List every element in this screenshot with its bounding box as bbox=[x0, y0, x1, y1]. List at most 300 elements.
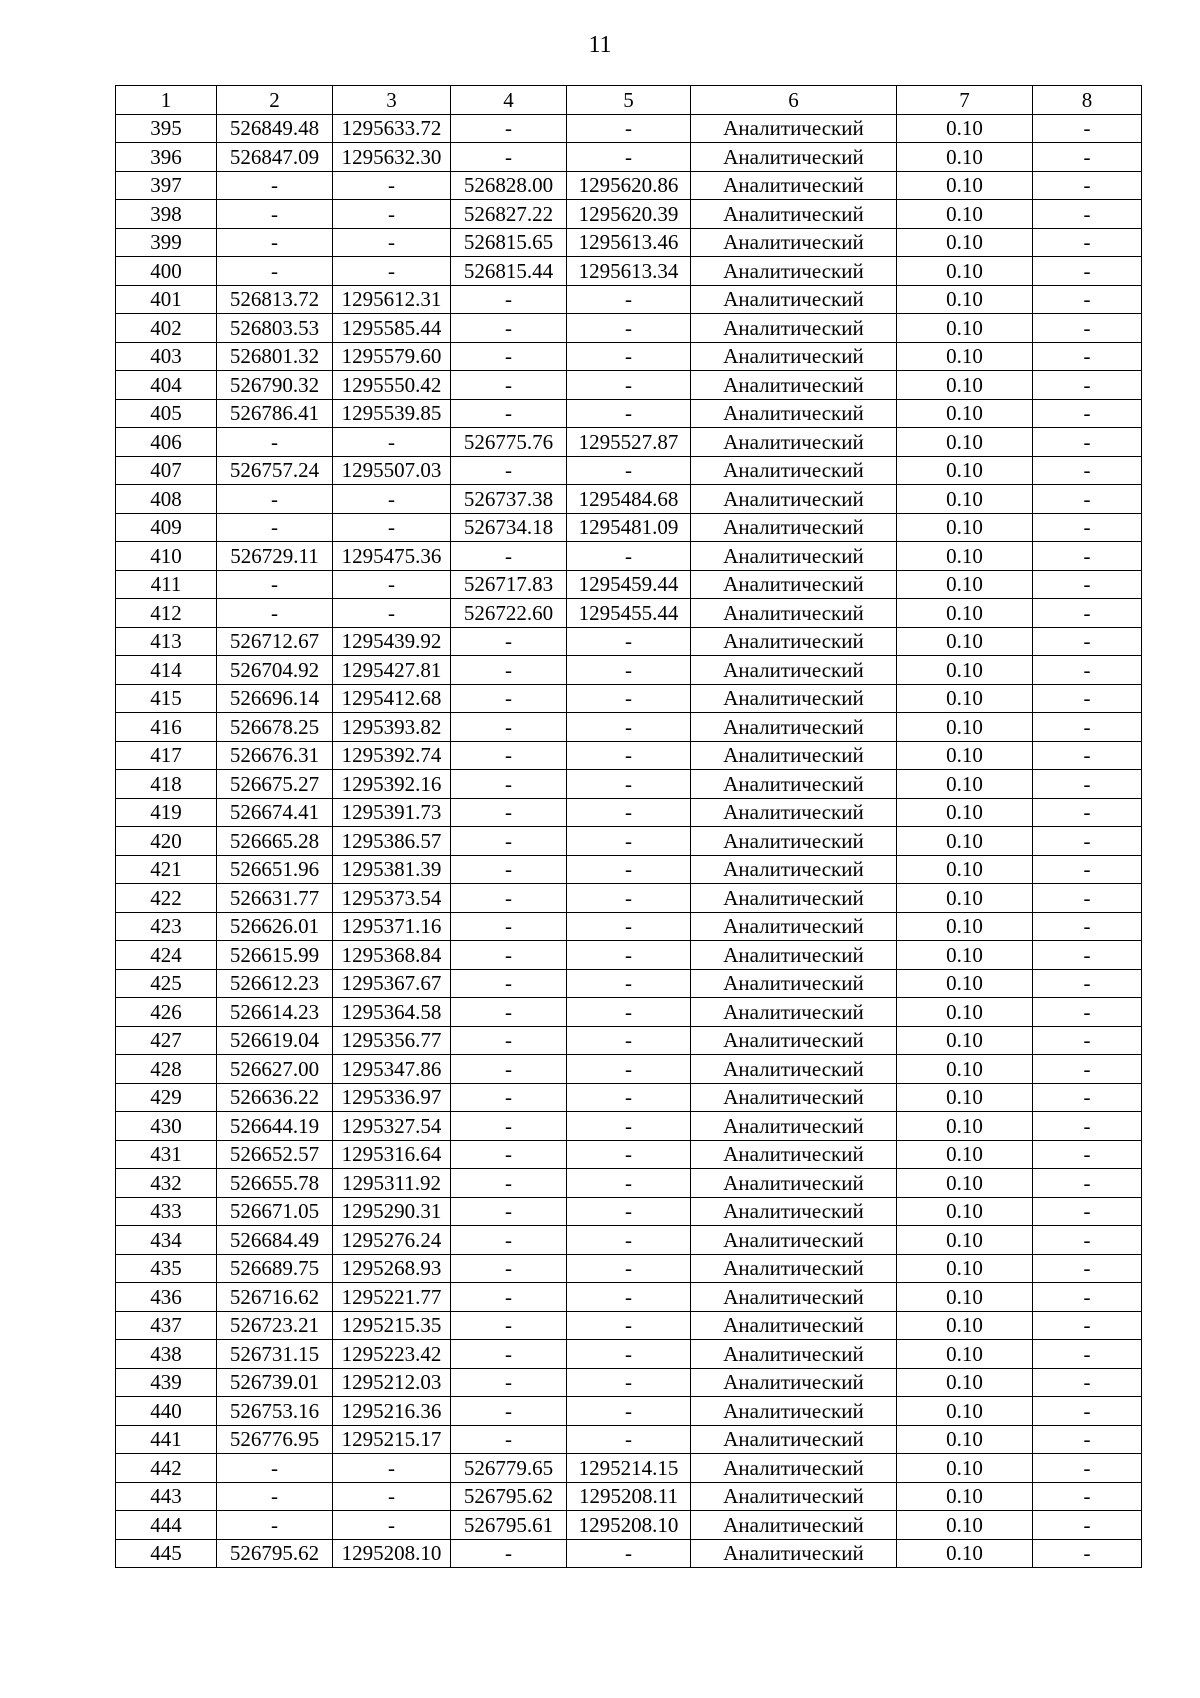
point-number-cell: 426 bbox=[116, 998, 217, 1027]
x-coord-cell: 526675.27 bbox=[217, 770, 333, 799]
y-alt-coord-cell: 1295214.15 bbox=[567, 1454, 691, 1483]
column-header-7: 7 bbox=[897, 86, 1033, 115]
column-header-8: 8 bbox=[1033, 86, 1142, 115]
note-cell: - bbox=[1033, 884, 1142, 913]
y-coord-cell: 1295373.54 bbox=[333, 884, 451, 913]
precision-cell: 0.10 bbox=[897, 1254, 1033, 1283]
method-cell: Аналитический bbox=[691, 998, 897, 1027]
note-cell: - bbox=[1033, 656, 1142, 685]
y-coord-cell: 1295585.44 bbox=[333, 314, 451, 343]
precision-cell: 0.10 bbox=[897, 1397, 1033, 1426]
point-number-cell: 440 bbox=[116, 1397, 217, 1426]
x-alt-coord-cell: - bbox=[451, 285, 567, 314]
y-alt-coord-cell: - bbox=[567, 1140, 691, 1169]
table-row bbox=[116, 627, 1142, 656]
x-alt-coord-cell: - bbox=[451, 770, 567, 799]
y-coord-cell: 1295427.81 bbox=[333, 656, 451, 685]
y-coord-cell: 1295215.17 bbox=[333, 1425, 451, 1454]
note-cell: - bbox=[1033, 998, 1142, 1027]
precision-cell: 0.10 bbox=[897, 200, 1033, 229]
table-row bbox=[116, 656, 1142, 685]
x-alt-coord-cell: - bbox=[451, 143, 567, 172]
x-coord-cell: - bbox=[217, 599, 333, 628]
note-cell: - bbox=[1033, 228, 1142, 257]
y-coord-cell: 1295475.36 bbox=[333, 542, 451, 571]
note-cell: - bbox=[1033, 570, 1142, 599]
y-alt-coord-cell: 1295208.11 bbox=[567, 1482, 691, 1511]
y-alt-coord-cell: - bbox=[567, 1539, 691, 1568]
precision-cell: 0.10 bbox=[897, 228, 1033, 257]
point-number-cell: 395 bbox=[116, 114, 217, 143]
note-cell: - bbox=[1033, 741, 1142, 770]
note-cell: - bbox=[1033, 1425, 1142, 1454]
method-cell: Аналитический bbox=[691, 1169, 897, 1198]
note-cell: - bbox=[1033, 399, 1142, 428]
note-cell: - bbox=[1033, 1026, 1142, 1055]
y-alt-coord-cell: - bbox=[567, 1083, 691, 1112]
precision-cell: 0.10 bbox=[897, 114, 1033, 143]
table-row bbox=[116, 1197, 1142, 1226]
method-cell: Аналитический bbox=[691, 570, 897, 599]
method-cell: Аналитический bbox=[691, 399, 897, 428]
y-coord-cell: - bbox=[333, 1454, 451, 1483]
note-cell: - bbox=[1033, 599, 1142, 628]
column-header-5: 5 bbox=[567, 86, 691, 115]
note-cell: - bbox=[1033, 798, 1142, 827]
x-alt-coord-cell: 526779.65 bbox=[451, 1454, 567, 1483]
method-cell: Аналитический bbox=[691, 741, 897, 770]
point-number-cell: 404 bbox=[116, 371, 217, 400]
point-number-cell: 419 bbox=[116, 798, 217, 827]
table-row bbox=[116, 542, 1142, 571]
note-cell: - bbox=[1033, 143, 1142, 172]
y-coord-cell: - bbox=[333, 200, 451, 229]
precision-cell: 0.10 bbox=[897, 1425, 1033, 1454]
y-alt-coord-cell: 1295459.44 bbox=[567, 570, 691, 599]
precision-cell: 0.10 bbox=[897, 1340, 1033, 1369]
point-number-cell: 397 bbox=[116, 171, 217, 200]
x-alt-coord-cell: - bbox=[451, 1283, 567, 1312]
note-cell: - bbox=[1033, 456, 1142, 485]
table-row bbox=[116, 570, 1142, 599]
x-alt-coord-cell: - bbox=[451, 456, 567, 485]
precision-cell: 0.10 bbox=[897, 143, 1033, 172]
point-number-cell: 411 bbox=[116, 570, 217, 599]
method-cell: Аналитический bbox=[691, 941, 897, 970]
y-alt-coord-cell: 1295208.10 bbox=[567, 1511, 691, 1540]
method-cell: Аналитический bbox=[691, 912, 897, 941]
x-alt-coord-cell: 526717.83 bbox=[451, 570, 567, 599]
precision-cell: 0.10 bbox=[897, 713, 1033, 742]
y-alt-coord-cell: 1295620.39 bbox=[567, 200, 691, 229]
y-alt-coord-cell: - bbox=[567, 969, 691, 998]
y-coord-cell: 1295336.97 bbox=[333, 1083, 451, 1112]
method-cell: Аналитический bbox=[691, 1454, 897, 1483]
precision-cell: 0.10 bbox=[897, 428, 1033, 457]
x-coord-cell: 526704.92 bbox=[217, 656, 333, 685]
y-alt-coord-cell: - bbox=[567, 1112, 691, 1141]
method-cell: Аналитический bbox=[691, 257, 897, 286]
precision-cell: 0.10 bbox=[897, 342, 1033, 371]
x-alt-coord-cell: 526815.65 bbox=[451, 228, 567, 257]
x-alt-coord-cell: - bbox=[451, 1169, 567, 1198]
precision-cell: 0.10 bbox=[897, 1197, 1033, 1226]
point-number-cell: 432 bbox=[116, 1169, 217, 1198]
point-number-cell: 401 bbox=[116, 285, 217, 314]
x-alt-coord-cell: - bbox=[451, 798, 567, 827]
table-row bbox=[116, 1140, 1142, 1169]
precision-cell: 0.10 bbox=[897, 941, 1033, 970]
point-number-cell: 438 bbox=[116, 1340, 217, 1369]
y-coord-cell: 1295550.42 bbox=[333, 371, 451, 400]
method-cell: Аналитический bbox=[691, 228, 897, 257]
precision-cell: 0.10 bbox=[897, 1511, 1033, 1540]
note-cell: - bbox=[1033, 542, 1142, 571]
method-cell: Аналитический bbox=[691, 371, 897, 400]
point-number-cell: 425 bbox=[116, 969, 217, 998]
x-coord-cell: - bbox=[217, 171, 333, 200]
table-row bbox=[116, 485, 1142, 514]
note-cell: - bbox=[1033, 1454, 1142, 1483]
y-coord-cell: 1295507.03 bbox=[333, 456, 451, 485]
point-number-cell: 430 bbox=[116, 1112, 217, 1141]
method-cell: Аналитический bbox=[691, 1340, 897, 1369]
x-alt-coord-cell: - bbox=[451, 855, 567, 884]
method-cell: Аналитический bbox=[691, 1112, 897, 1141]
column-header-3: 3 bbox=[333, 86, 451, 115]
x-coord-cell: 526753.16 bbox=[217, 1397, 333, 1426]
point-number-cell: 417 bbox=[116, 741, 217, 770]
y-alt-coord-cell: - bbox=[567, 770, 691, 799]
method-cell: Аналитический bbox=[691, 827, 897, 856]
y-alt-coord-cell: - bbox=[567, 342, 691, 371]
method-cell: Аналитический bbox=[691, 713, 897, 742]
method-cell: Аналитический bbox=[691, 1254, 897, 1283]
x-coord-cell: 526615.99 bbox=[217, 941, 333, 970]
x-coord-cell: 526847.09 bbox=[217, 143, 333, 172]
table-row bbox=[116, 1026, 1142, 1055]
point-number-cell: 403 bbox=[116, 342, 217, 371]
x-coord-cell: 526644.19 bbox=[217, 1112, 333, 1141]
point-number-cell: 424 bbox=[116, 941, 217, 970]
method-cell: Аналитический bbox=[691, 1482, 897, 1511]
x-alt-coord-cell: 526722.60 bbox=[451, 599, 567, 628]
note-cell: - bbox=[1033, 285, 1142, 314]
x-alt-coord-cell: 526737.38 bbox=[451, 485, 567, 514]
y-alt-coord-cell: 1295527.87 bbox=[567, 428, 691, 457]
x-coord-cell: 526674.41 bbox=[217, 798, 333, 827]
precision-cell: 0.10 bbox=[897, 542, 1033, 571]
y-coord-cell: 1295276.24 bbox=[333, 1226, 451, 1255]
note-cell: - bbox=[1033, 941, 1142, 970]
x-coord-cell: 526795.62 bbox=[217, 1539, 333, 1568]
column-header-1: 1 bbox=[116, 86, 217, 115]
y-coord-cell: - bbox=[333, 1482, 451, 1511]
table-header-row bbox=[116, 86, 1142, 115]
y-coord-cell: 1295632.30 bbox=[333, 143, 451, 172]
method-cell: Аналитический bbox=[691, 599, 897, 628]
y-alt-coord-cell: 1295484.68 bbox=[567, 485, 691, 514]
y-alt-coord-cell: - bbox=[567, 798, 691, 827]
table-row bbox=[116, 1254, 1142, 1283]
x-coord-cell: 526614.23 bbox=[217, 998, 333, 1027]
note-cell: - bbox=[1033, 912, 1142, 941]
x-coord-cell: 526790.32 bbox=[217, 371, 333, 400]
x-alt-coord-cell: 526827.22 bbox=[451, 200, 567, 229]
point-number-cell: 433 bbox=[116, 1197, 217, 1226]
y-alt-coord-cell: - bbox=[567, 684, 691, 713]
precision-cell: 0.10 bbox=[897, 485, 1033, 514]
y-coord-cell: - bbox=[333, 485, 451, 514]
precision-cell: 0.10 bbox=[897, 798, 1033, 827]
x-coord-cell: 526803.53 bbox=[217, 314, 333, 343]
y-alt-coord-cell: - bbox=[567, 941, 691, 970]
table-row bbox=[116, 1283, 1142, 1312]
method-cell: Аналитический bbox=[691, 1368, 897, 1397]
y-coord-cell: 1295316.64 bbox=[333, 1140, 451, 1169]
y-alt-coord-cell: - bbox=[567, 855, 691, 884]
x-coord-cell: 526712.67 bbox=[217, 627, 333, 656]
y-coord-cell: 1295215.35 bbox=[333, 1311, 451, 1340]
y-alt-coord-cell: - bbox=[567, 1368, 691, 1397]
note-cell: - bbox=[1033, 1197, 1142, 1226]
method-cell: Аналитический bbox=[691, 1055, 897, 1084]
method-cell: Аналитический bbox=[691, 1283, 897, 1312]
x-alt-coord-cell: 526815.44 bbox=[451, 257, 567, 286]
x-alt-coord-cell: - bbox=[451, 1368, 567, 1397]
point-number-cell: 407 bbox=[116, 456, 217, 485]
x-coord-cell: 526676.31 bbox=[217, 741, 333, 770]
y-alt-coord-cell: - bbox=[567, 884, 691, 913]
x-alt-coord-cell: - bbox=[451, 1112, 567, 1141]
table-row bbox=[116, 884, 1142, 913]
y-coord-cell: 1295364.58 bbox=[333, 998, 451, 1027]
precision-cell: 0.10 bbox=[897, 627, 1033, 656]
x-coord-cell: 526729.11 bbox=[217, 542, 333, 571]
y-alt-coord-cell: - bbox=[567, 656, 691, 685]
y-coord-cell: 1295439.92 bbox=[333, 627, 451, 656]
precision-cell: 0.10 bbox=[897, 456, 1033, 485]
note-cell: - bbox=[1033, 114, 1142, 143]
y-alt-coord-cell: - bbox=[567, 912, 691, 941]
method-cell: Аналитический bbox=[691, 285, 897, 314]
column-header-6: 6 bbox=[691, 86, 897, 115]
table-row bbox=[116, 1340, 1142, 1369]
point-number-cell: 421 bbox=[116, 855, 217, 884]
x-alt-coord-cell: - bbox=[451, 1226, 567, 1255]
note-cell: - bbox=[1033, 1511, 1142, 1540]
method-cell: Аналитический bbox=[691, 1397, 897, 1426]
precision-cell: 0.10 bbox=[897, 912, 1033, 941]
x-alt-coord-cell: - bbox=[451, 684, 567, 713]
y-coord-cell: 1295393.82 bbox=[333, 713, 451, 742]
y-coord-cell: 1295381.39 bbox=[333, 855, 451, 884]
point-number-cell: 400 bbox=[116, 257, 217, 286]
y-coord-cell: 1295368.84 bbox=[333, 941, 451, 970]
x-alt-coord-cell: - bbox=[451, 399, 567, 428]
point-number-cell: 418 bbox=[116, 770, 217, 799]
precision-cell: 0.10 bbox=[897, 1482, 1033, 1511]
y-coord-cell: - bbox=[333, 1511, 451, 1540]
y-coord-cell: 1295392.16 bbox=[333, 770, 451, 799]
note-cell: - bbox=[1033, 1283, 1142, 1312]
method-cell: Аналитический bbox=[691, 456, 897, 485]
y-coord-cell: 1295367.67 bbox=[333, 969, 451, 998]
page-number: 11 bbox=[588, 32, 612, 58]
precision-cell: 0.10 bbox=[897, 656, 1033, 685]
x-coord-cell: 526655.78 bbox=[217, 1169, 333, 1198]
precision-cell: 0.10 bbox=[897, 1283, 1033, 1312]
note-cell: - bbox=[1033, 770, 1142, 799]
y-coord-cell: - bbox=[333, 599, 451, 628]
y-coord-cell: 1295612.31 bbox=[333, 285, 451, 314]
point-number-cell: 439 bbox=[116, 1368, 217, 1397]
table-row bbox=[116, 827, 1142, 856]
y-coord-cell: 1295216.36 bbox=[333, 1397, 451, 1426]
y-coord-cell: 1295208.10 bbox=[333, 1539, 451, 1568]
method-cell: Аналитический bbox=[691, 1140, 897, 1169]
y-alt-coord-cell: - bbox=[567, 1055, 691, 1084]
x-coord-cell: - bbox=[217, 1482, 333, 1511]
y-coord-cell: 1295579.60 bbox=[333, 342, 451, 371]
x-coord-cell: 526849.48 bbox=[217, 114, 333, 143]
point-number-cell: 423 bbox=[116, 912, 217, 941]
precision-cell: 0.10 bbox=[897, 1368, 1033, 1397]
x-alt-coord-cell: - bbox=[451, 969, 567, 998]
precision-cell: 0.10 bbox=[897, 1226, 1033, 1255]
y-coord-cell: 1295223.42 bbox=[333, 1340, 451, 1369]
x-alt-coord-cell: - bbox=[451, 627, 567, 656]
y-coord-cell: 1295412.68 bbox=[333, 684, 451, 713]
method-cell: Аналитический bbox=[691, 1539, 897, 1568]
table-row bbox=[116, 998, 1142, 1027]
x-coord-cell: 526626.01 bbox=[217, 912, 333, 941]
precision-cell: 0.10 bbox=[897, 570, 1033, 599]
column-header-4: 4 bbox=[451, 86, 567, 115]
method-cell: Аналитический bbox=[691, 1197, 897, 1226]
table-row bbox=[116, 171, 1142, 200]
x-coord-cell: 526684.49 bbox=[217, 1226, 333, 1255]
table-row bbox=[116, 770, 1142, 799]
y-coord-cell: 1295391.73 bbox=[333, 798, 451, 827]
y-coord-cell: 1295290.31 bbox=[333, 1197, 451, 1226]
method-cell: Аналитический bbox=[691, 969, 897, 998]
precision-cell: 0.10 bbox=[897, 741, 1033, 770]
note-cell: - bbox=[1033, 257, 1142, 286]
x-alt-coord-cell: - bbox=[451, 1197, 567, 1226]
point-number-cell: 399 bbox=[116, 228, 217, 257]
precision-cell: 0.10 bbox=[897, 969, 1033, 998]
x-alt-coord-cell: 526795.61 bbox=[451, 1511, 567, 1540]
y-alt-coord-cell: - bbox=[567, 456, 691, 485]
note-cell: - bbox=[1033, 428, 1142, 457]
point-number-cell: 429 bbox=[116, 1083, 217, 1112]
method-cell: Аналитический bbox=[691, 684, 897, 713]
note-cell: - bbox=[1033, 1112, 1142, 1141]
table-row bbox=[116, 1511, 1142, 1540]
note-cell: - bbox=[1033, 1169, 1142, 1198]
x-coord-cell: 526678.25 bbox=[217, 713, 333, 742]
point-number-cell: 414 bbox=[116, 656, 217, 685]
note-cell: - bbox=[1033, 827, 1142, 856]
x-coord-cell: - bbox=[217, 1511, 333, 1540]
y-coord-cell: - bbox=[333, 570, 451, 599]
x-coord-cell: 526801.32 bbox=[217, 342, 333, 371]
x-alt-coord-cell: 526795.62 bbox=[451, 1482, 567, 1511]
note-cell: - bbox=[1033, 1397, 1142, 1426]
y-coord-cell: - bbox=[333, 228, 451, 257]
y-coord-cell: 1295212.03 bbox=[333, 1368, 451, 1397]
y-alt-coord-cell: 1295620.86 bbox=[567, 171, 691, 200]
x-alt-coord-cell: - bbox=[451, 342, 567, 371]
precision-cell: 0.10 bbox=[897, 1311, 1033, 1340]
table-row bbox=[116, 257, 1142, 286]
x-coord-cell: 526631.77 bbox=[217, 884, 333, 913]
table-row bbox=[116, 371, 1142, 400]
point-number-cell: 415 bbox=[116, 684, 217, 713]
y-alt-coord-cell: - bbox=[567, 1283, 691, 1312]
note-cell: - bbox=[1033, 1226, 1142, 1255]
table-row bbox=[116, 1083, 1142, 1112]
note-cell: - bbox=[1033, 855, 1142, 884]
precision-cell: 0.10 bbox=[897, 1112, 1033, 1141]
method-cell: Аналитический bbox=[691, 855, 897, 884]
point-number-cell: 420 bbox=[116, 827, 217, 856]
y-alt-coord-cell: - bbox=[567, 1254, 691, 1283]
x-coord-cell: 526652.57 bbox=[217, 1140, 333, 1169]
point-number-cell: 410 bbox=[116, 542, 217, 571]
point-number-cell: 409 bbox=[116, 513, 217, 542]
x-alt-coord-cell: - bbox=[451, 1340, 567, 1369]
precision-cell: 0.10 bbox=[897, 171, 1033, 200]
point-number-cell: 441 bbox=[116, 1425, 217, 1454]
x-coord-cell: 526671.05 bbox=[217, 1197, 333, 1226]
x-alt-coord-cell: - bbox=[451, 1055, 567, 1084]
x-alt-coord-cell: - bbox=[451, 827, 567, 856]
y-alt-coord-cell: - bbox=[567, 1026, 691, 1055]
method-cell: Аналитический bbox=[691, 542, 897, 571]
method-cell: Аналитический bbox=[691, 200, 897, 229]
method-cell: Аналитический bbox=[691, 1083, 897, 1112]
precision-cell: 0.10 bbox=[897, 684, 1033, 713]
point-number-cell: 398 bbox=[116, 200, 217, 229]
x-coord-cell: 526716.62 bbox=[217, 1283, 333, 1312]
precision-cell: 0.10 bbox=[897, 1055, 1033, 1084]
note-cell: - bbox=[1033, 1482, 1142, 1511]
y-alt-coord-cell: 1295481.09 bbox=[567, 513, 691, 542]
table-row bbox=[116, 399, 1142, 428]
x-alt-coord-cell: - bbox=[451, 912, 567, 941]
table-row bbox=[116, 513, 1142, 542]
x-coord-cell: - bbox=[217, 513, 333, 542]
note-cell: - bbox=[1033, 314, 1142, 343]
point-number-cell: 416 bbox=[116, 713, 217, 742]
y-coord-cell: - bbox=[333, 257, 451, 286]
x-alt-coord-cell: - bbox=[451, 371, 567, 400]
x-coord-cell: 526619.04 bbox=[217, 1026, 333, 1055]
point-number-cell: 434 bbox=[116, 1226, 217, 1255]
method-cell: Аналитический bbox=[691, 656, 897, 685]
x-alt-coord-cell: - bbox=[451, 1397, 567, 1426]
table-row bbox=[116, 1055, 1142, 1084]
note-cell: - bbox=[1033, 1311, 1142, 1340]
y-coord-cell: 1295392.74 bbox=[333, 741, 451, 770]
x-coord-cell: 526776.95 bbox=[217, 1425, 333, 1454]
precision-cell: 0.10 bbox=[897, 285, 1033, 314]
table-row bbox=[116, 143, 1142, 172]
table-row bbox=[116, 912, 1142, 941]
point-number-cell: 402 bbox=[116, 314, 217, 343]
